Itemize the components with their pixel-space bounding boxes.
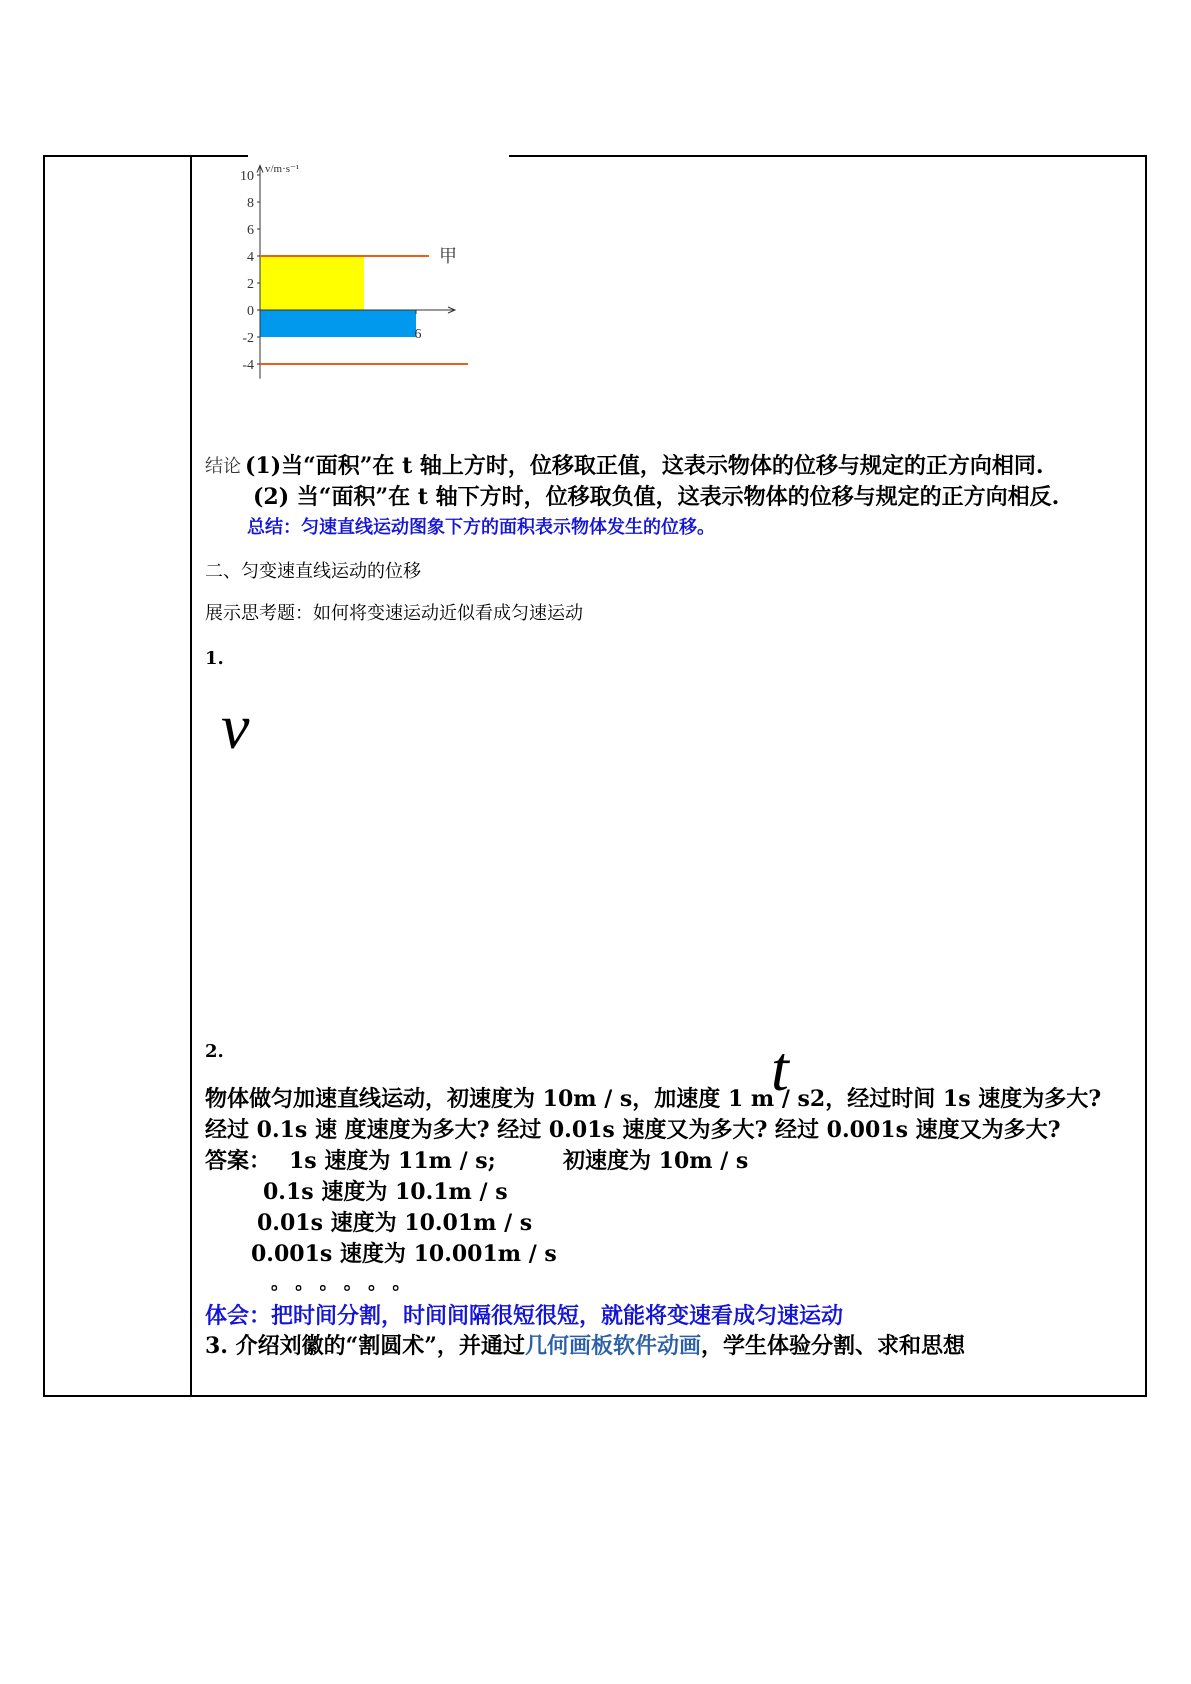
y-tick-label: 6 [247, 223, 254, 238]
y-tick-label: 8 [247, 196, 254, 211]
conclusion-prefix: 结论 [205, 456, 241, 477]
ellipsis-dots: 。 。 。 。 。 。 [271, 1273, 411, 1294]
answer-initial: 初速度为 10m / s [563, 1148, 749, 1174]
y-axis-label: v/m·s⁻¹ [265, 163, 300, 175]
y-tick-label: 4 [247, 250, 254, 265]
velocity-symbol: v [221, 691, 250, 762]
section-2-heading: 二、匀变速直线运动的位移 [205, 561, 421, 582]
conclusion-2: (2) 当“面积”在 t 轴下方时，位移取负值，这表示物体的位移与规定的正方向相反. [253, 484, 1060, 510]
item-1-number: 1. [205, 648, 224, 669]
answer-label: 答案： [205, 1148, 272, 1174]
conclusion-1: (1)当“面积”在 t 轴上方时，位移取正值，这表示物体的位移与规定的正方向相同. [245, 453, 1044, 479]
x-tick-label: 6 [414, 327, 422, 342]
answer-0-1s: 0.1s 速度为 10.1m / s [263, 1179, 508, 1205]
y-tick-label: 2 [247, 277, 254, 292]
main-content [193, 155, 1143, 1395]
series-label: 甲 [439, 246, 457, 266]
geometer-sketchpad-link[interactable]: 几何画板软件动画 [524, 1333, 701, 1359]
problem-line-2: 经过 0.1s 速 度速度为多大? 经过 0.01s 速度又为多大? 经过 0.001s 速度又为多大? [205, 1117, 1061, 1143]
y-tick-label: -2 [242, 331, 254, 346]
summary-text: 总结：匀速直线运动图象下方的面积表示物体发生的位移。 [247, 517, 715, 538]
item-2-number: 2. [205, 1041, 224, 1062]
item-3-prefix: 3. 介绍刘徽的“割圆术”，并通过 [205, 1333, 525, 1359]
y-tick-label: 10 [240, 169, 254, 184]
table-left-border [43, 155, 45, 1397]
answer-0-001s: 0.001s 速度为 10.001m / s [251, 1241, 557, 1267]
item-3 [205, 1335, 965, 1357]
insight-text: 体会：把时间分割，时间间隔很短很短，就能将变速看成匀速运动 [205, 1303, 844, 1329]
answer-0-01s: 0.01s 速度为 10.01m / s [257, 1210, 533, 1236]
item-3-suffix: ，学生体验分割、求和思想 [700, 1333, 965, 1359]
answer-1s: 1s 速度为 11m / s; [289, 1148, 496, 1174]
y-tick-label: 0 [247, 304, 254, 319]
problem-line-1: 物体做匀加速直线运动，初速度为 10m / s，加速度 1 m / s2，经过时间 1s 速度为多大? [205, 1086, 1102, 1112]
time-symbol: t [771, 1033, 789, 1104]
table-column-divider [190, 155, 192, 1397]
y-tick-label: -4 [242, 358, 254, 373]
table-right-border [1145, 155, 1147, 1397]
table-bottom-border [43, 1395, 1147, 1397]
question-intro: 展示思考题：如何将变速运动近似看成匀速运动 [205, 603, 583, 624]
